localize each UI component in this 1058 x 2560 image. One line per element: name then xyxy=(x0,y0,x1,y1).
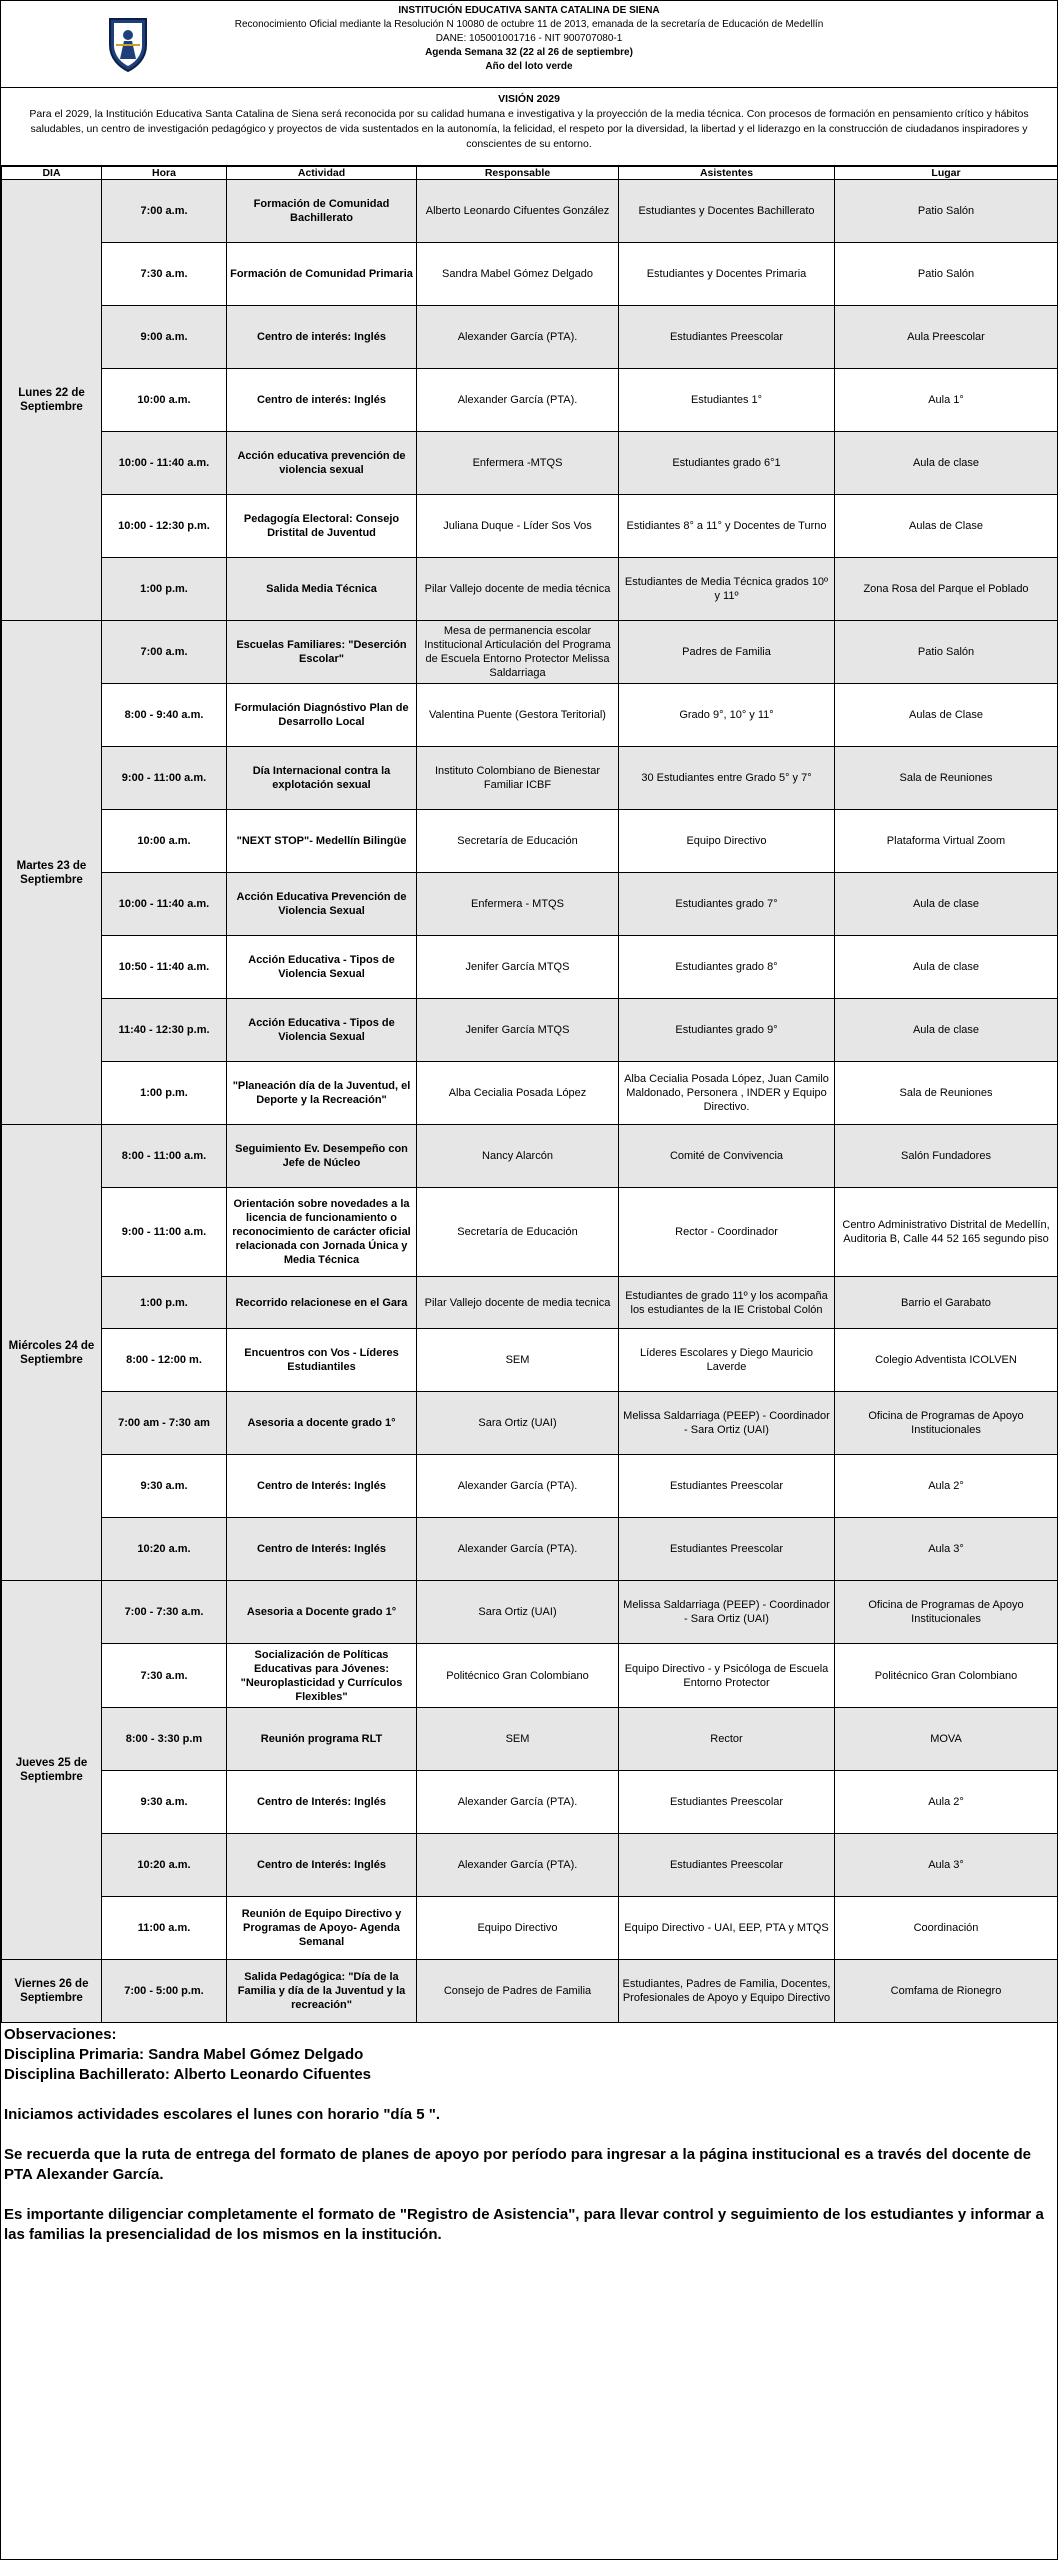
lugar-cell: Patio Salón xyxy=(835,243,1058,306)
observation-attendance: Es importante diligenciar completamente el formato de "Registro de Asistencia", para llevar control y seguimiento de los estudiantes y informar a las familias la presencialidad de los mismos en la institución. xyxy=(4,2206,1044,2243)
observation-schedule: Iniciamos actividades escolares el lunes con horario "día 5 ". xyxy=(4,2106,441,2123)
vision-text: Para el 2029, la Institución Educativa Santa Catalina de Siena será reconocida por su calidad humana e investigativa y la proyección de la media técnica. Con procesos de formación en pensamiento crítico y hábitos saludables, un centro de investigación pedagógico y proyectos de vida sustentados en la autonomía, la felicidad, el respeto por la diversidad, la libertad y el liderazgo en la construcción de ciudadanos inspiradores y conscientes de su entorno. xyxy=(29,108,1029,150)
actividad-cell: Acción educativa prevención de violencia sexual xyxy=(227,432,417,495)
lugar-cell: Aulas de Clase xyxy=(835,684,1058,747)
asistentes-cell: Estudiantes grado 7° xyxy=(619,873,835,936)
table-header-row xyxy=(2,167,1058,180)
table-row xyxy=(2,495,1058,558)
table-row xyxy=(2,1960,1058,2023)
asistentes-cell: Melissa Saldarriaga (PEEP) - Coordinador - Sara Ortiz (UAI) xyxy=(619,1392,835,1455)
lugar-cell: Aula 2° xyxy=(835,1771,1058,1834)
asistentes-cell: Equipo Directivo xyxy=(619,810,835,873)
table-row xyxy=(2,1277,1058,1329)
asistentes-cell: Estudiantes Preescolar xyxy=(619,1518,835,1581)
actividad-cell: Centro de Interés: Inglés xyxy=(227,1455,417,1518)
asistentes-cell: Estudiantes Preescolar xyxy=(619,1455,835,1518)
asistentes-cell: Grado 9°, 10° y 11° xyxy=(619,684,835,747)
hora-cell: 10:00 a.m. xyxy=(102,369,227,432)
lugar-cell: Centro Administrativo Distrital de Medellín, Auditoria B, Calle 44 52 165 segundo piso xyxy=(835,1188,1058,1277)
lugar-cell: Aula de clase xyxy=(835,873,1058,936)
lugar-cell: Aula 1° xyxy=(835,369,1058,432)
responsable-cell: Alexander García (PTA). xyxy=(417,1771,619,1834)
responsable-cell: Alexander García (PTA). xyxy=(417,369,619,432)
dane-nit-line: DANE: 105001001716 - NIT 900707080-1 xyxy=(435,33,623,44)
table-row xyxy=(2,558,1058,621)
table-row xyxy=(2,1392,1058,1455)
hora-cell: 7:00 - 7:30 a.m. xyxy=(102,1581,227,1644)
responsable-cell: Pilar Vallejo docente de media tecnica xyxy=(417,1277,619,1329)
asistentes-cell: Alba Cecialia Posada López, Juan Camilo Maldonado, Personera , INDER y Equipo Directivo. xyxy=(619,1062,835,1125)
actividad-cell: Acción Educativa - Tipos de Violencia Sexual xyxy=(227,999,417,1062)
actividad-cell: Centro de Interés: Inglés xyxy=(227,1771,417,1834)
hora-cell: 11:40 - 12:30 p.m. xyxy=(102,999,227,1062)
table-row xyxy=(2,306,1058,369)
table-row xyxy=(2,1188,1058,1277)
hora-cell: 7:00 a.m. xyxy=(102,621,227,684)
lugar-cell: Oficina de Programas de Apoyo Institucionales xyxy=(835,1392,1058,1455)
lugar-cell: Aula 3° xyxy=(835,1834,1058,1897)
table-row xyxy=(2,747,1058,810)
lugar-cell: Sala de Reuniones xyxy=(835,747,1058,810)
responsable-cell: Alexander García (PTA). xyxy=(417,1834,619,1897)
hora-cell: 10:20 a.m. xyxy=(102,1834,227,1897)
table-row xyxy=(2,1581,1058,1644)
actividad-cell: Reunión de Equipo Directivo y Programas de Apoyo- Agenda Semanal xyxy=(227,1897,417,1960)
hora-cell: 9:00 - 11:00 a.m. xyxy=(102,747,227,810)
asistentes-cell: Rector - Coordinador xyxy=(619,1188,835,1277)
asistentes-cell: Estudiantes, Padres de Familia, Docentes, Profesionales de Apoyo y Equipo Directivo xyxy=(619,1960,835,2023)
responsable-cell: Sara Ortiz (UAI) xyxy=(417,1392,619,1455)
table-row xyxy=(2,1771,1058,1834)
table-row xyxy=(2,873,1058,936)
asistentes-cell: Estudiantes Preescolar xyxy=(619,306,835,369)
hora-cell: 9:00 a.m. xyxy=(102,306,227,369)
hora-cell: 11:00 a.m. xyxy=(102,1897,227,1960)
table-row xyxy=(2,1834,1058,1897)
lugar-cell: Aula de clase xyxy=(835,432,1058,495)
asistentes-cell: Equipo Directivo - UAI, EEP, PTA y MTQS xyxy=(619,1897,835,1960)
lugar-cell: Patio Salón xyxy=(835,621,1058,684)
col-header-responsable: Responsable xyxy=(417,167,619,180)
table-row xyxy=(2,1644,1058,1708)
hora-cell: 10:00 - 11:40 a.m. xyxy=(102,432,227,495)
lugar-cell: Plataforma Virtual Zoom xyxy=(835,810,1058,873)
day-cell: Jueves 25 de Septiembre xyxy=(2,1581,102,1960)
lugar-cell: Aula de clase xyxy=(835,999,1058,1062)
responsable-cell: Alexander García (PTA). xyxy=(417,1518,619,1581)
responsable-cell: Juliana Duque - Líder Sos Vos xyxy=(417,495,619,558)
lugar-cell: MOVA xyxy=(835,1708,1058,1771)
disciplina-bachillerato: Disciplina Bachillerato: Alberto Leonardo Cifuentes xyxy=(4,2066,372,2083)
hora-cell: 10:00 - 11:40 a.m. xyxy=(102,873,227,936)
actividad-cell: Formación de Comunidad Bachillerato xyxy=(227,180,417,243)
observations-section xyxy=(1,2023,1057,2247)
col-header-asistentes: Asistentes xyxy=(619,167,835,180)
lugar-cell: Oficina de Programas de Apoyo Institucionales xyxy=(835,1581,1058,1644)
responsable-cell: Mesa de permanencia escolar Institucional Articulación del Programa de Escuela Entorno Protector Melissa Saldarriaga xyxy=(417,621,619,684)
vision-title: VISIÓN 2029 xyxy=(498,93,560,105)
header xyxy=(1,1,1057,88)
responsable-cell: Instituto Colombiano de Bienestar Familiar ICBF xyxy=(417,747,619,810)
table-row xyxy=(2,1518,1058,1581)
hora-cell: 7:00 - 5:00 p.m. xyxy=(102,1960,227,2023)
responsable-cell: Secretaría de Educación xyxy=(417,1188,619,1277)
hora-cell: 8:00 - 9:40 a.m. xyxy=(102,684,227,747)
asistentes-cell: Equipo Directivo - y Psicóloga de Escuela Entorno Protector xyxy=(619,1644,835,1708)
asistentes-cell: Estudiantes grado 8° xyxy=(619,936,835,999)
responsable-cell: Enfermera - MTQS xyxy=(417,873,619,936)
table-row xyxy=(2,1897,1058,1960)
responsable-cell: Secretaría de Educación xyxy=(417,810,619,873)
hora-cell: 9:30 a.m. xyxy=(102,1771,227,1834)
actividad-cell: Formación de Comunidad Primaria xyxy=(227,243,417,306)
asistentes-cell: 30 Estudiantes entre Grado 5° y 7° xyxy=(619,747,835,810)
asistentes-cell: Estidiantes 8° a 11° y Docentes de Turno xyxy=(619,495,835,558)
actividad-cell: Recorrido relacionese en el Gara xyxy=(227,1277,417,1329)
table-row xyxy=(2,1062,1058,1125)
actividad-cell: Pedagogía Electoral: Consejo Dristital de Juventud xyxy=(227,495,417,558)
responsable-cell: Alba Cecialia Posada López xyxy=(417,1062,619,1125)
lugar-cell: Coordinación xyxy=(835,1897,1058,1960)
table-row xyxy=(2,1455,1058,1518)
col-header-dia: DIA xyxy=(2,167,102,180)
vision-section xyxy=(1,88,1057,166)
asistentes-cell: Estudiantes de Media Técnica grados 10º y 11º xyxy=(619,558,835,621)
lugar-cell: Aula 3° xyxy=(835,1518,1058,1581)
asistentes-cell: Melissa Saldarriaga (PEEP) - Coordinador - Sara Ortiz (UAI) xyxy=(619,1581,835,1644)
table-row xyxy=(2,1329,1058,1392)
table-row xyxy=(2,810,1058,873)
actividad-cell: Centro de interés: Inglés xyxy=(227,369,417,432)
hora-cell: 7:00 a.m. xyxy=(102,180,227,243)
lugar-cell: Aula Preescolar xyxy=(835,306,1058,369)
actividad-cell: Seguimiento Ev. Desempeño con Jefe de Núcleo xyxy=(227,1125,417,1188)
table-row xyxy=(2,684,1058,747)
day-cell: Martes 23 de Septiembre xyxy=(2,621,102,1125)
actividad-cell: Día Internacional contra la explotación sexual xyxy=(227,747,417,810)
observation-support-plans: Se recuerda que la ruta de entrega del formato de planes de apoyo por período para ingresar a la página institucional es a través del docente de PTA Alexander García. xyxy=(4,2146,1031,2183)
col-header-hora: Hora xyxy=(102,167,227,180)
asistentes-cell: Estudiantes Preescolar xyxy=(619,1771,835,1834)
lugar-cell: Aula 2° xyxy=(835,1455,1058,1518)
actividad-cell: Escuelas Familiares: "Deserción Escolar" xyxy=(227,621,417,684)
actividad-cell: Acción Educativa - Tipos de Violencia Sexual xyxy=(227,936,417,999)
actividad-cell: Socialización de Políticas Educativas para Jóvenes: "Neuroplasticidad y Currículos Flexibles" xyxy=(227,1644,417,1708)
actividad-cell: Salida Pedagógica: "Día de la Familia y día de la Juventud y la recreación" xyxy=(227,1960,417,2023)
responsable-cell: Alexander García (PTA). xyxy=(417,1455,619,1518)
hora-cell: 7:30 a.m. xyxy=(102,243,227,306)
hora-cell: 1:00 p.m. xyxy=(102,1277,227,1329)
responsable-cell: Nancy Alarcón xyxy=(417,1125,619,1188)
table-row xyxy=(2,621,1058,684)
col-header-actividad: Actividad xyxy=(227,167,417,180)
asistentes-cell: Estudiantes grado 9° xyxy=(619,999,835,1062)
hora-cell: 10:50 - 11:40 a.m. xyxy=(102,936,227,999)
table-row xyxy=(2,1125,1058,1188)
lugar-cell: Comfama de Rionegro xyxy=(835,1960,1058,2023)
hora-cell: 10:20 a.m. xyxy=(102,1518,227,1581)
responsable-cell: Sandra Mabel Gómez Delgado xyxy=(417,243,619,306)
day-cell: Lunes 22 de Septiembre xyxy=(2,180,102,621)
table-row xyxy=(2,432,1058,495)
lugar-cell: Sala de Reuniones xyxy=(835,1062,1058,1125)
responsable-cell: Jenifer García MTQS xyxy=(417,999,619,1062)
hora-cell: 10:00 a.m. xyxy=(102,810,227,873)
year-motto: Año del loto verde xyxy=(485,61,573,72)
lugar-cell: Barrio el Garabato xyxy=(835,1277,1058,1329)
actividad-cell: Centro de interés: Inglés xyxy=(227,306,417,369)
agenda-table xyxy=(1,166,1058,2023)
asistentes-cell: Padres de Familia xyxy=(619,621,835,684)
disciplina-primaria: Disciplina Primaria: Sandra Mabel Gómez Delgado xyxy=(4,2046,364,2063)
table-row xyxy=(2,243,1058,306)
actividad-cell: Asesoria a docente grado 1° xyxy=(227,1392,417,1455)
table-row xyxy=(2,180,1058,243)
hora-cell: 10:00 - 12:30 p.m. xyxy=(102,495,227,558)
lugar-cell: Politécnico Gran Colombiano xyxy=(835,1644,1058,1708)
school-crest-icon xyxy=(106,15,150,73)
lugar-cell: Salón Fundadores xyxy=(835,1125,1058,1188)
responsable-cell: Alexander García (PTA). xyxy=(417,306,619,369)
hora-cell: 9:30 a.m. xyxy=(102,1455,227,1518)
table-row xyxy=(2,369,1058,432)
responsable-cell: Pilar Vallejo docente de media técnica xyxy=(417,558,619,621)
institution-name: INSTITUCIÓN EDUCATIVA SANTA CATALINA DE SIENA xyxy=(398,5,660,16)
lugar-cell: Aula de clase xyxy=(835,936,1058,999)
asistentes-cell: Estudiantes y Docentes Bachillerato xyxy=(619,180,835,243)
asistentes-cell: Estudiantes Preescolar xyxy=(619,1834,835,1897)
lugar-cell: Colegio Adventista ICOLVEN xyxy=(835,1329,1058,1392)
responsable-cell: Politécnico Gran Colombiano xyxy=(417,1644,619,1708)
responsable-cell: SEM xyxy=(417,1329,619,1392)
hora-cell: 8:00 - 11:00 a.m. xyxy=(102,1125,227,1188)
hora-cell: 8:00 - 3:30 p.m xyxy=(102,1708,227,1771)
responsable-cell: Consejo de Padres de Familia xyxy=(417,1960,619,2023)
responsable-cell: Sara Ortiz (UAI) xyxy=(417,1581,619,1644)
col-header-lugar: Lugar xyxy=(835,167,1058,180)
asistentes-cell: Estudiantes grado 6°1 xyxy=(619,432,835,495)
responsable-cell: Equipo Directivo xyxy=(417,1897,619,1960)
actividad-cell: Encuentros con Vos - Líderes Estudiantiles xyxy=(227,1329,417,1392)
actividad-cell: Formulación Diagnóstivo Plan de Desarrollo Local xyxy=(227,684,417,747)
day-cell: Viernes 26 de Septiembre xyxy=(2,1960,102,2023)
asistentes-cell: Comité de Convivencia xyxy=(619,1125,835,1188)
table-row xyxy=(2,936,1058,999)
asistentes-cell: Rector xyxy=(619,1708,835,1771)
hora-cell: 1:00 p.m. xyxy=(102,1062,227,1125)
table-row xyxy=(2,1708,1058,1771)
hora-cell: 8:00 - 12:00 m. xyxy=(102,1329,227,1392)
observations-title: Observaciones: xyxy=(4,2026,117,2043)
lugar-cell: Zona Rosa del Parque el Poblado xyxy=(835,558,1058,621)
day-cell: Miércoles 24 de Septiembre xyxy=(2,1125,102,1581)
actividad-cell: "Planeación día de la Juventud, el Deporte y la Recreación" xyxy=(227,1062,417,1125)
resolution-line: Reconocimiento Oficial mediante la Resolución N 10080 de octubre 11 de 2013, emanada de la secretaría de Educación de Medellín xyxy=(234,19,824,30)
actividad-cell: Centro de Interés: Inglés xyxy=(227,1834,417,1897)
actividad-cell: Reunión programa RLT xyxy=(227,1708,417,1771)
responsable-cell: SEM xyxy=(417,1708,619,1771)
actividad-cell: "NEXT STOP"- Medellín Bilingüe xyxy=(227,810,417,873)
agenda-body xyxy=(2,180,1058,2023)
table-row xyxy=(2,999,1058,1062)
actividad-cell: Orientación sobre novedades a la licencia de funcionamiento o reconocimiento de carácter oficial relacionada con Jornada Única y Media Técnica xyxy=(227,1188,417,1277)
asistentes-cell: Líderes Escolares y Diego Mauricio Laverde xyxy=(619,1329,835,1392)
lugar-cell: Aulas de Clase xyxy=(835,495,1058,558)
lugar-cell: Patio Salón xyxy=(835,180,1058,243)
hora-cell: 7:30 a.m. xyxy=(102,1644,227,1708)
actividad-cell: Acción Educativa Prevención de Violencia Sexual xyxy=(227,873,417,936)
responsable-cell: Enfermera -MTQS xyxy=(417,432,619,495)
responsable-cell: Valentina Puente (Gestora Teritorial) xyxy=(417,684,619,747)
actividad-cell: Salida Media Técnica xyxy=(227,558,417,621)
actividad-cell: Asesoria a Docente grado 1° xyxy=(227,1581,417,1644)
asistentes-cell: Estudiantes 1° xyxy=(619,369,835,432)
agenda-title: Agenda Semana 32 (22 al 26 de septiembre) xyxy=(425,47,633,58)
hora-cell: 7:00 am - 7:30 am xyxy=(102,1392,227,1455)
responsable-cell: Jenifer García MTQS xyxy=(417,936,619,999)
actividad-cell: Centro de Interés: Inglés xyxy=(227,1518,417,1581)
responsable-cell: Alberto Leonardo Cifuentes González xyxy=(417,180,619,243)
hora-cell: 1:00 p.m. xyxy=(102,558,227,621)
asistentes-cell: Estudiantes de grado 11º y los acompaña los estudiantes de la IE Cristobal Colón xyxy=(619,1277,835,1329)
hora-cell: 9:00 - 11:00 a.m. xyxy=(102,1188,227,1277)
asistentes-cell: Estudiantes y Docentes Primaria xyxy=(619,243,835,306)
